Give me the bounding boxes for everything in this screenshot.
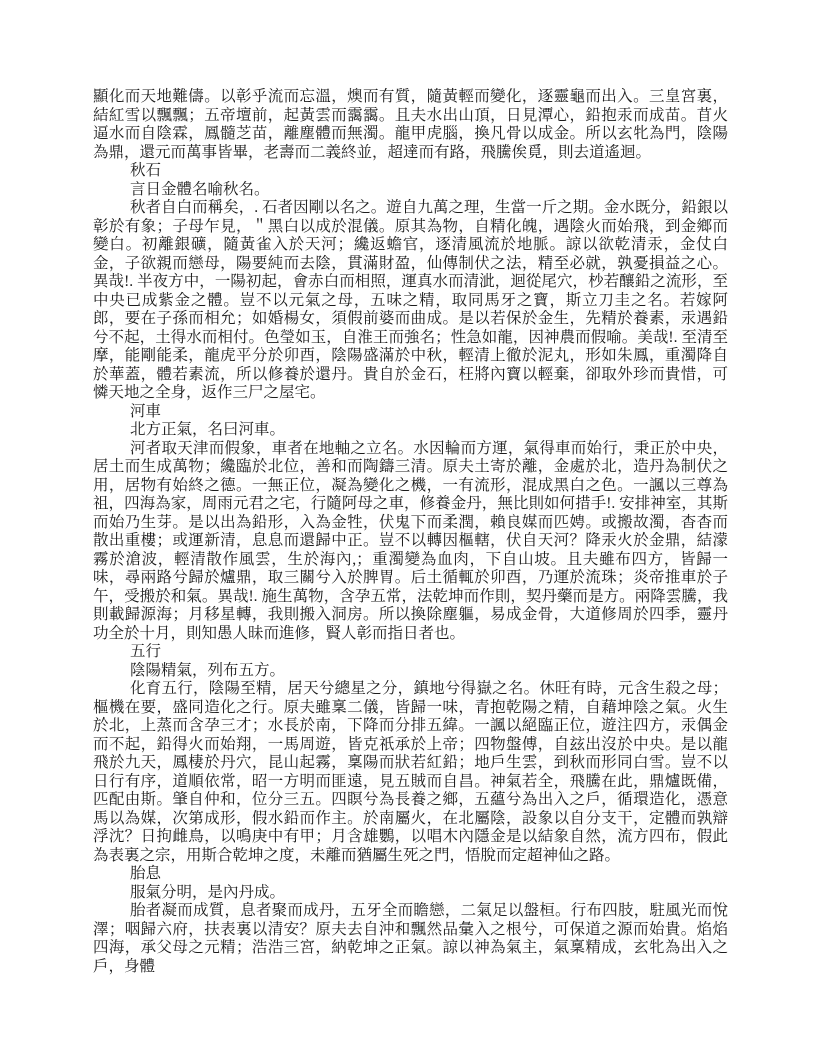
section-4-subtitle: 服氣分明，是內丹成。	[130, 883, 286, 901]
section-1-subtitle: 言日金體名喻秋名。	[130, 180, 270, 198]
section-3-body: 化育五行，陰陽至精，居天兮總星之分，鎮地兮得嶽之名。休旺有時，元含生殺之母；樞機在要，盛同造化之行。原夫雖稟二儀，皆歸一味，青抱乾陽之精，自藉坤陰之氣。火生於北，上蒸而含孕三才；水長於南，下降而分排五緯。一諷以絕臨正位，遊注四方，汞偶金而不起，鉛得火而始翔，一馬周遊，皆克祇承於上帝；四物盤傅，自玆出沒於中央。是以龍飛於九天，鳳棲於丹穴，昆山起霧，稟陽而狀若紅鉛；地戶生雲，到秋而形同白雪。豈不以日行有序，道順依常，昭一方明而匪遠，見五賊而自昌。神氣若全，飛騰在此，鼎爐既備，匹配由斯。肇自仲和，位分三五。四瞑兮為長養之鄉，五蘊兮為出入之戶，循環造化，憑意馬以為媒，次第成形，假水鉛而作主。於南屬火，在北屬陰，設象以自分支干，定體而孰辯浮沈？日拘雌鳥，以鳴庚中有甲；月含雄鸚，以唱木內隱金是以結象自然，流方四布，假此為表裏之宗，用斯合乾坤之度，未離而猶屬生死之門，悟脫而定超神仙之路。	[93, 680, 728, 864]
section-3-title: 五行	[130, 643, 162, 660]
section-1-title: 秋石	[130, 162, 162, 179]
section-1-body: 秋者自白而稱矣，. 石者因剛以名之。遊自九萬之理，生當一斤之期。金水既分，鉛銀以彰於有象；子母乍見，＂黑白以成於混儀。原其為物，自精化魄，遇陰火而始飛，到金鄉而變白。初離銀礦，隨黃雀入於天河；纔返蟾官，逐清風流於地脈。諒以欲乾清汞，金仗白金，子欲親而戀母，陽要純而去陰，貫滿財盈，仙傳制伏之法，精至必就，孰憂損益之心。異哉!. 半夜方中，一陽初起，會赤白而相照，運真水而清泚，迴從尾穴，杪若釀鉛之流形，至中央已成紫金之體。豈不以元氣之母，五味之精，取同馬牙之寶，斯立刀圭之名。若嫁阿郎，要在子孫而相允；如婚楊女，須假前婆而曲成。是以若保於金生，先精於養素，汞遇鉛兮不起，土得水而相付。色瑩如玉，自淮王而強名；性急如龍，因神農而假喻。美哉!. 至清至摩，能剛能柔，龍虎平分於卯酉，陰陽盛滿於中秋，輕清上徹於泥丸，形如朱鳳，重濁降自於華蓋，體若素流，所以修養於還丹。貴自於金石，枉將內寶以輕棄，卻取外珍而貴惜，可憐天地之全身，返作三尸之屋宅。	[93, 199, 728, 401]
section-2-subtitle: 北方正氣，名曰河車。	[130, 421, 286, 438]
document-text	[93, 88, 728, 976]
section-3-subtitle: 陰陽精氣，列布五方。	[130, 661, 286, 679]
section-2-title: 河車	[130, 402, 162, 420]
section-2-body: 河者取天津而假象，車者在地軸之立名。水因輪而方運，氣得車而始行，秉正於中央，居土而生成萬物；纔臨於北位，善和而陶鑄三清。原夫土寄於離，金處於北，造丹為制伏之用，居物有始終之德。一無正位，凝為變化之機，一有流形，混成黑白之色。一諷以三尊為祖，四海為家，周雨元君之宅，行隨阿母之車，修養金丹，無比則如何措手!. 安排神室，其斯而始乃生芽。是以出為鉛形，入為金牲，伏鬼下而柔潤，賴良媒而匹娉。或搬故濁，杳杳而散出重樓；或運新清，息息而還歸中正。豈不以轉因樞轄，伏自天河？降汞火於金鼎，結濛霧於滄波，輕清散作風雲，生於海內,；重濁變為血肉，下自山坡。且夫雖布四方，皆歸一味，尋兩路兮歸於爐鼎，取三關兮入於脾胃。后土循輒於卯酉，乃運於流珠；炎帝推車於子午，受搬於和氣。異哉!. 施生萬物，含孕五常，法乾坤而作則，契丹藥而是方。兩降雲騰，我則載歸源海；月移星轉，我則搬入洞房。所以換除塵軀，易成金骨，大道修周於四季，靈丹功全於十月，則知愚人昧而進修，賢人彰而指日者也。	[93, 439, 728, 642]
section-4-body: 胎者凝而成質，息者聚而成丹，五牙全而瞻戀，二氣足以盤桓。行布四肢，駐風光而悅澤；咽歸六府，扶表裏以清安？原夫去自沖和飄然品彙入之根兮，可保道之源而始貴。焰焰四海，承父母之元精；浩浩三宮，納乾坤之正氣。諒以神為氣主，氣稟精成，玄牝為出入之戶，身體	[93, 902, 728, 975]
section-4-title: 胎息	[130, 865, 162, 882]
continuation-paragraph: 顯化而天地難儔。以彰乎流而忘溫，燠而有質，隨黃輕而變化，逐靈龜而出入。三皇宮裏，結紅雪以飄飄；五帝壇前，起黃雲而靄靄。且夫水出山頂，日見潭心，鉛抱汞而成苗。苜火逼水而自陰霖，鳳髓芝苗，離塵體而無濁。龍甲虎腦，換凡骨以成金。所以玄牝為門，陰陽為鼎，還元而萬事皆畢，老壽而二義終並，超達而有路，飛騰俟覓，則去道遙迴。	[93, 88, 728, 161]
